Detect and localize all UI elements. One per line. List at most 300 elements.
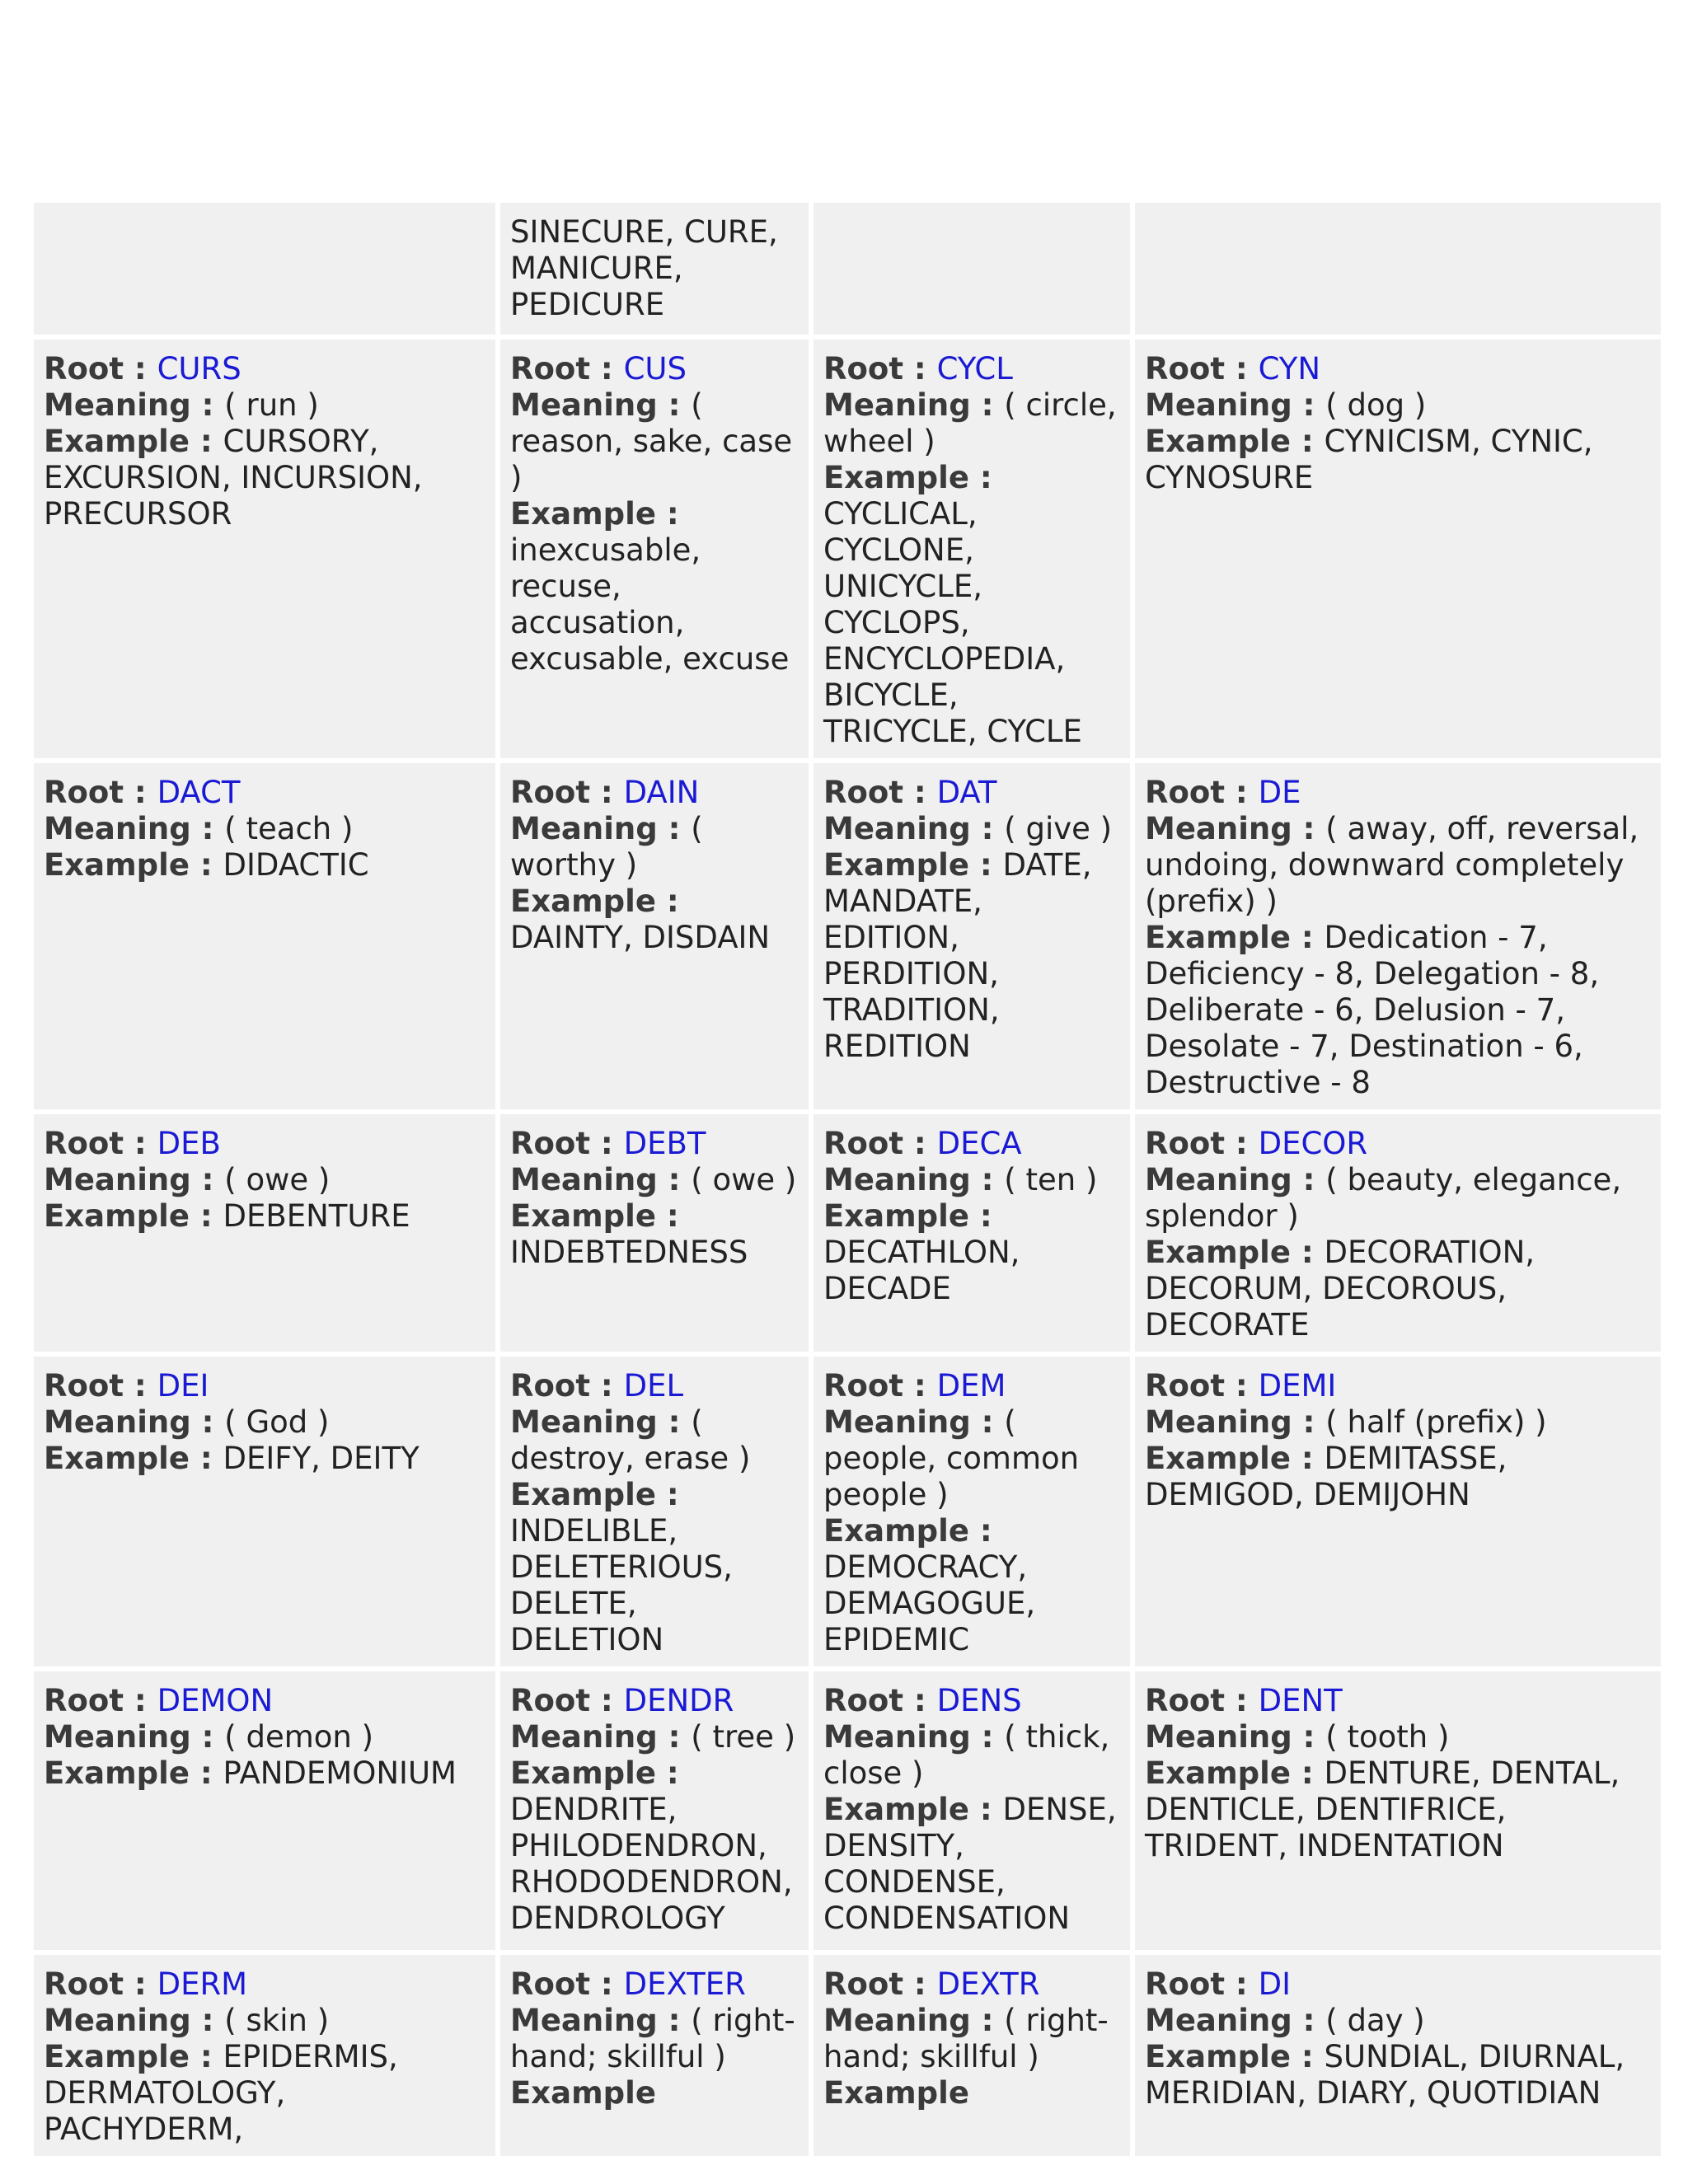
meaning-line <box>510 2003 799 2075</box>
separator: : <box>590 1966 624 2002</box>
root-line <box>510 1966 799 2003</box>
example-line <box>1145 2039 1651 2111</box>
root-value: CUS <box>623 351 687 387</box>
separator: : <box>590 351 624 387</box>
example-line <box>44 1441 485 1477</box>
meaning-line <box>1145 1404 1651 1441</box>
meaning-value: ( demon ) <box>224 1719 374 1755</box>
separator: : <box>1290 1441 1325 1476</box>
example-line <box>510 1477 799 1658</box>
separator: : <box>1292 1404 1326 1440</box>
meaning-line <box>823 1162 1120 1198</box>
separator: : <box>968 1792 1003 1827</box>
root-line <box>44 1683 485 1719</box>
table-row <box>34 1357 1661 1666</box>
root-entry-cell <box>1135 1671 1661 1950</box>
meaning-label: Meaning <box>510 2003 658 2038</box>
separator: : <box>124 1966 157 2002</box>
separator: : <box>190 1719 225 1755</box>
root-entry-cell <box>814 763 1130 1109</box>
root-line <box>823 1966 1120 2003</box>
example-label: Example <box>823 847 969 883</box>
meaning-line <box>44 1162 485 1198</box>
example-line <box>823 847 1120 1065</box>
root-value: DENT <box>1258 1683 1343 1718</box>
example-label: Example <box>510 1755 656 1791</box>
separator: : <box>190 1162 225 1197</box>
meaning-value: ( ten ) <box>1004 1162 1098 1197</box>
example-label: Example <box>44 2039 190 2074</box>
separator: : <box>657 1404 692 1440</box>
example-label: Example <box>823 2075 969 2111</box>
separator: : <box>970 2003 1005 2038</box>
root-value: DENS <box>936 1683 1022 1718</box>
root-line <box>510 351 799 387</box>
example-value: INDEBTEDNESS <box>510 1235 748 1270</box>
meaning-line <box>1145 811 1651 920</box>
meaning-value: ( God ) <box>224 1404 330 1440</box>
example-value: DAINTY, DISDAIN <box>510 920 771 955</box>
example-label: Example <box>1145 1235 1291 1270</box>
root-line <box>1145 1683 1651 1719</box>
separator: : <box>968 1513 992 1549</box>
example-label: Example <box>44 1441 190 1476</box>
meaning-value: ( skin ) <box>224 2003 330 2038</box>
root-label: Root <box>1145 1683 1226 1718</box>
example-value: SUNDIAL, DIURNAL, MERIDIAN, DIARY, QUOTIDIAN <box>1145 2039 1625 2111</box>
table-row-fragment <box>34 203 1661 335</box>
root-value: DAT <box>936 775 997 810</box>
example-label: Example <box>823 1792 969 1827</box>
root-entry-cell <box>1135 1114 1661 1352</box>
root-value: DAIN <box>623 775 700 810</box>
example-value: DENDRITE, PHILODENDRON, RHODODENDRON, DENDROLOGY <box>510 1792 793 1936</box>
separator: : <box>1292 387 1326 423</box>
root-entry-cell <box>814 1357 1130 1666</box>
root-label: Root <box>44 1966 124 2002</box>
meaning-line <box>1145 2003 1651 2039</box>
meaning-line <box>510 1162 799 1198</box>
separator: : <box>1290 1235 1325 1270</box>
meaning-line <box>44 387 485 424</box>
table-row <box>34 340 1661 758</box>
meaning-label: Meaning <box>823 1719 971 1755</box>
example-line <box>510 2075 799 2111</box>
meaning-value: ( thick, close ) <box>823 1719 1110 1791</box>
separator: : <box>124 351 157 387</box>
example-label: Example <box>510 1477 656 1512</box>
example-line <box>823 2075 1120 2111</box>
separator: : <box>970 387 1005 423</box>
meaning-line <box>823 1404 1120 1513</box>
root-line <box>44 1966 485 2003</box>
meaning-label: Meaning <box>44 811 191 846</box>
separator: : <box>970 1719 1005 1755</box>
separator: : <box>968 847 1003 883</box>
root-label: Root <box>510 1126 591 1161</box>
root-line <box>1145 1368 1651 1404</box>
example-value: DECATHLON, DECADE <box>823 1235 1020 1306</box>
example-label: Example <box>510 496 656 532</box>
meaning-value: ( owe ) <box>224 1162 331 1197</box>
meaning-label: Meaning <box>44 1162 191 1197</box>
root-value: DEI <box>157 1368 209 1404</box>
meaning-value: ( destroy, erase ) <box>510 1404 751 1476</box>
separator: : <box>189 1441 223 1476</box>
root-value: DERM <box>157 1966 248 2002</box>
separator: : <box>124 1126 157 1161</box>
example-line <box>823 1792 1120 1937</box>
example-label: Example <box>1145 920 1291 955</box>
separator: : <box>189 847 223 883</box>
meaning-value: ( right-hand; skillful ) <box>823 2003 1109 2074</box>
meaning-value: ( day ) <box>1325 2003 1425 2038</box>
root-value: DEBT <box>623 1126 706 1161</box>
meaning-label: Meaning <box>823 387 971 423</box>
example-label: Example <box>1145 424 1291 459</box>
meaning-line <box>1145 387 1651 424</box>
separator: : <box>657 1162 692 1197</box>
separator: : <box>657 387 692 423</box>
root-entry-cell <box>34 340 495 758</box>
separator: : <box>590 1126 624 1161</box>
root-entry-cell <box>500 1357 809 1666</box>
root-entry-cell <box>500 1955 809 2156</box>
meaning-label: Meaning <box>1145 1162 1292 1197</box>
meaning-label: Meaning <box>823 2003 971 2038</box>
root-entry-cell <box>34 763 495 1109</box>
meaning-line <box>510 811 799 883</box>
separator: : <box>968 460 992 495</box>
example-line <box>1145 1755 1651 1864</box>
separator: : <box>190 387 225 423</box>
separator: : <box>655 1477 679 1512</box>
root-entry-cell <box>814 1114 1130 1352</box>
separator: : <box>657 2003 692 2038</box>
meaning-value: ( half (prefix) ) <box>1325 1404 1547 1440</box>
meaning-value: ( tooth ) <box>1325 1719 1450 1755</box>
root-label: Root <box>1145 1966 1226 2002</box>
example-value: PANDEMONIUM <box>223 1755 457 1791</box>
separator: : <box>1225 1966 1259 2002</box>
example-value: DEIFY, DEITY <box>223 1441 420 1476</box>
root-entry-cell <box>814 340 1130 758</box>
example-label: Example <box>823 1198 969 1234</box>
separator: : <box>124 775 157 810</box>
meaning-label: Meaning <box>510 1404 658 1440</box>
root-line <box>44 775 485 811</box>
separator: : <box>189 1755 223 1791</box>
root-line <box>823 1126 1120 1162</box>
example-label: Example <box>1145 1755 1291 1791</box>
root-label: Root <box>823 1126 904 1161</box>
root-entry-cell <box>34 1114 495 1352</box>
example-label: Example <box>44 1198 190 1234</box>
example-line <box>1145 920 1651 1101</box>
table-cell-empty <box>34 203 495 335</box>
meaning-line <box>44 2003 485 2039</box>
meaning-label: Meaning <box>1145 1719 1292 1755</box>
separator: : <box>970 1162 1005 1197</box>
root-label: Root <box>823 775 904 810</box>
example-value: EPIDERMIS, DERMATOLOGY, PACHYDERM, <box>44 2039 398 2147</box>
root-label: Root <box>823 1683 904 1718</box>
example-label: Example <box>1145 2039 1291 2074</box>
root-entry-cell <box>1135 763 1661 1109</box>
root-entry-cell <box>1135 1955 1661 2156</box>
example-value: DENSE, DENSITY, CONDENSE, CONDENSATION <box>823 1792 1117 1936</box>
example-label: Example <box>823 1513 969 1549</box>
meaning-line <box>510 1404 799 1477</box>
meaning-value: ( people, common people ) <box>823 1404 1080 1512</box>
example-line <box>823 1198 1120 1307</box>
root-label: Root <box>510 775 591 810</box>
example-line <box>510 1755 799 1937</box>
table-row <box>34 1955 1661 2156</box>
meaning-value: ( teach ) <box>224 811 354 846</box>
root-entry-cell <box>500 340 809 758</box>
example-label: Example <box>510 2075 656 2111</box>
separator: : <box>657 1719 692 1755</box>
example-value: CYNICISM, CYNIC, CYNOSURE <box>1145 424 1593 495</box>
example-line <box>44 1198 485 1235</box>
root-label: Root <box>510 351 591 387</box>
meaning-value: ( give ) <box>1004 811 1113 846</box>
meaning-line <box>1145 1162 1651 1235</box>
root-value: DEMON <box>157 1683 274 1718</box>
root-value: CYCL <box>936 351 1013 387</box>
root-entry-cell <box>1135 340 1661 758</box>
root-value: DEM <box>936 1368 1006 1404</box>
separator: : <box>1290 920 1325 955</box>
meaning-label: Meaning <box>44 2003 191 2038</box>
root-label: Root <box>1145 351 1226 387</box>
meaning-line <box>44 1719 485 1755</box>
meaning-label: Meaning <box>1145 2003 1292 2038</box>
example-value: INDELIBLE, DELETERIOUS, DELETE, DELETION <box>510 1513 733 1657</box>
root-line <box>44 1368 485 1404</box>
meaning-value: ( worthy ) <box>510 811 703 883</box>
separator: : <box>1225 1126 1259 1161</box>
example-line <box>1145 424 1651 496</box>
separator: : <box>124 1368 157 1404</box>
example-line <box>510 496 799 677</box>
example-line <box>823 1513 1120 1658</box>
meaning-label: Meaning <box>510 1719 658 1755</box>
root-value: DEMI <box>1258 1368 1337 1404</box>
meaning-value: ( run ) <box>224 387 319 423</box>
root-label: Root <box>510 1683 591 1718</box>
separator: : <box>1225 1683 1259 1718</box>
root-label: Root <box>44 1368 124 1404</box>
example-value: DIDACTIC <box>223 847 369 883</box>
root-label: Root <box>823 1368 904 1404</box>
root-entry-cell <box>500 763 809 1109</box>
root-line <box>823 1368 1120 1404</box>
separator: : <box>1292 2003 1326 2038</box>
example-line <box>510 1198 799 1271</box>
example-value: Dedication - 7, Deficiency - 8, Delegation - 8, Deliberate - 6, Delusion - 7, Desolate - 7, Destination - 6, Destructive - 8 <box>1145 920 1600 1100</box>
root-value: DEL <box>623 1368 684 1404</box>
example-label: Example <box>510 1198 656 1234</box>
root-entry-cell <box>34 1955 495 2156</box>
example-label: Example <box>44 1755 190 1791</box>
separator: : <box>1290 1755 1325 1791</box>
meaning-label: Meaning <box>1145 1404 1292 1440</box>
table-body <box>34 203 1661 2156</box>
example-label: Example <box>510 883 656 919</box>
separator: : <box>655 1755 679 1791</box>
separator: : <box>655 883 679 919</box>
separator: : <box>968 1198 992 1234</box>
separator: : <box>655 1198 679 1234</box>
root-label: Root <box>1145 1368 1226 1404</box>
separator: : <box>590 775 624 810</box>
meaning-value: ( beauty, elegance, splendor ) <box>1145 1162 1622 1234</box>
meaning-label: Meaning <box>44 1404 191 1440</box>
separator: : <box>189 424 223 459</box>
root-value: DE <box>1258 775 1301 810</box>
root-line <box>510 1126 799 1162</box>
example-value: DEBENTURE <box>223 1198 410 1234</box>
example-value: CURSORY, EXCURSION, INCURSION, PRECURSOR <box>44 424 423 532</box>
separator: : <box>124 1683 157 1718</box>
meaning-line <box>823 811 1120 847</box>
meaning-line <box>510 387 799 496</box>
separator: : <box>190 1404 225 1440</box>
separator: : <box>1225 1368 1259 1404</box>
root-value: CYN <box>1258 351 1321 387</box>
example-label: Example <box>44 847 190 883</box>
example-line <box>44 847 485 883</box>
example-value: DEMITASSE, DEMIGOD, DEMIJOHN <box>1145 1441 1507 1512</box>
root-line <box>510 1368 799 1404</box>
meaning-line <box>823 1719 1120 1792</box>
root-line <box>1145 351 1651 387</box>
table-cell-empty <box>1135 203 1661 335</box>
separator: : <box>903 351 937 387</box>
example-label: Example <box>1145 1441 1291 1476</box>
separator: : <box>1225 775 1259 810</box>
root-line <box>1145 775 1651 811</box>
root-line <box>1145 1966 1651 2003</box>
meaning-value: ( right-hand; skillful ) <box>510 2003 795 2074</box>
meaning-value: ( owe ) <box>691 1162 797 1197</box>
table-row <box>34 763 1661 1109</box>
root-entry-cell <box>34 1671 495 1950</box>
root-label: Root <box>44 1683 124 1718</box>
meaning-value: ( circle, wheel ) <box>823 387 1117 459</box>
word-roots-table <box>29 198 1666 2161</box>
root-line <box>510 1683 799 1719</box>
example-line <box>1145 1441 1651 1513</box>
meaning-label: Meaning <box>1145 387 1292 423</box>
root-label: Root <box>1145 775 1226 810</box>
root-value: DECA <box>936 1126 1022 1161</box>
separator: : <box>189 2039 223 2074</box>
separator: : <box>903 775 937 810</box>
root-line <box>1145 1126 1651 1162</box>
separator: : <box>1290 2039 1325 2074</box>
meaning-label: Meaning <box>823 1162 971 1197</box>
meaning-value: ( away, off, reversal, undoing, downward completely (prefix) ) <box>1145 811 1639 919</box>
example-line <box>510 883 799 956</box>
separator: : <box>590 1683 624 1718</box>
separator: : <box>903 1966 937 2002</box>
root-entry-cell <box>500 1671 809 1950</box>
meaning-line <box>823 387 1120 460</box>
separator: : <box>970 1404 1005 1440</box>
example-line <box>44 1755 485 1792</box>
root-label: Root <box>1145 1126 1226 1161</box>
example-value: inexcusable, recuse, accusation, excusable, excuse <box>510 532 790 677</box>
meaning-value: ( dog ) <box>1325 387 1427 423</box>
meaning-label: Meaning <box>510 387 658 423</box>
meaning-label: Meaning <box>510 1162 658 1197</box>
meaning-line <box>1145 1719 1651 1755</box>
separator: : <box>903 1368 937 1404</box>
separator: : <box>590 1368 624 1404</box>
root-value: DEXTR <box>936 1966 1040 2002</box>
root-value: DECOR <box>1258 1126 1368 1161</box>
root-line <box>823 1683 1120 1719</box>
separator: : <box>1292 811 1326 846</box>
root-label: Root <box>44 351 124 387</box>
separator: : <box>1290 424 1325 459</box>
root-value: DEXTER <box>623 1966 746 2002</box>
separator: : <box>1292 1162 1326 1197</box>
example-line <box>1145 1235 1651 1343</box>
root-label: Root <box>823 351 904 387</box>
example-label: Example <box>823 460 969 495</box>
meaning-label: Meaning <box>823 1404 971 1440</box>
meaning-line <box>44 811 485 847</box>
example-continuation: SINECURE, CURE, MANICURE, PEDICURE <box>510 214 778 322</box>
meaning-value: ( reason, sake, case ) <box>510 387 793 495</box>
example-value: DECORATION, DECORUM, DECOROUS, DECORATE <box>1145 1235 1536 1343</box>
root-value: CURS <box>157 351 241 387</box>
separator: : <box>189 1198 223 1234</box>
table-row <box>34 1114 1661 1352</box>
table-cell-fragment <box>500 203 809 335</box>
meaning-line <box>510 1719 799 1755</box>
root-line <box>510 775 799 811</box>
example-value: DENTURE, DENTAL, DENTICLE, DENTIFRICE, TRIDENT, INDENTATION <box>1145 1755 1620 1863</box>
root-label: Root <box>44 775 124 810</box>
root-value: DEB <box>157 1126 221 1161</box>
table-cell-empty <box>814 203 1130 335</box>
example-line <box>44 424 485 532</box>
example-value: DATE, MANDATE, EDITION, PERDITION, TRADITION, REDITION <box>823 847 1092 1064</box>
root-line <box>44 1126 485 1162</box>
meaning-label: Meaning <box>823 811 971 846</box>
meaning-label: Meaning <box>44 387 191 423</box>
separator: : <box>903 1126 937 1161</box>
root-label: Root <box>510 1368 591 1404</box>
meaning-line <box>44 1404 485 1441</box>
example-line <box>44 2039 485 2148</box>
example-value: DEMOCRACY, DEMAGOGUE, EPIDEMIC <box>823 1549 1036 1657</box>
example-value: CYCLICAL, CYCLONE, UNICYCLE, CYCLOPS, ENCYCLOPEDIA, BICYCLE, TRICYCLE, CYCLE <box>823 496 1082 749</box>
meaning-line <box>823 2003 1120 2075</box>
root-label: Root <box>44 1126 124 1161</box>
meaning-label: Meaning <box>44 1719 191 1755</box>
example-line <box>823 460 1120 750</box>
separator: : <box>1292 1719 1326 1755</box>
root-entry-cell <box>1135 1357 1661 1666</box>
root-line <box>823 775 1120 811</box>
root-entry-cell <box>34 1357 495 1666</box>
